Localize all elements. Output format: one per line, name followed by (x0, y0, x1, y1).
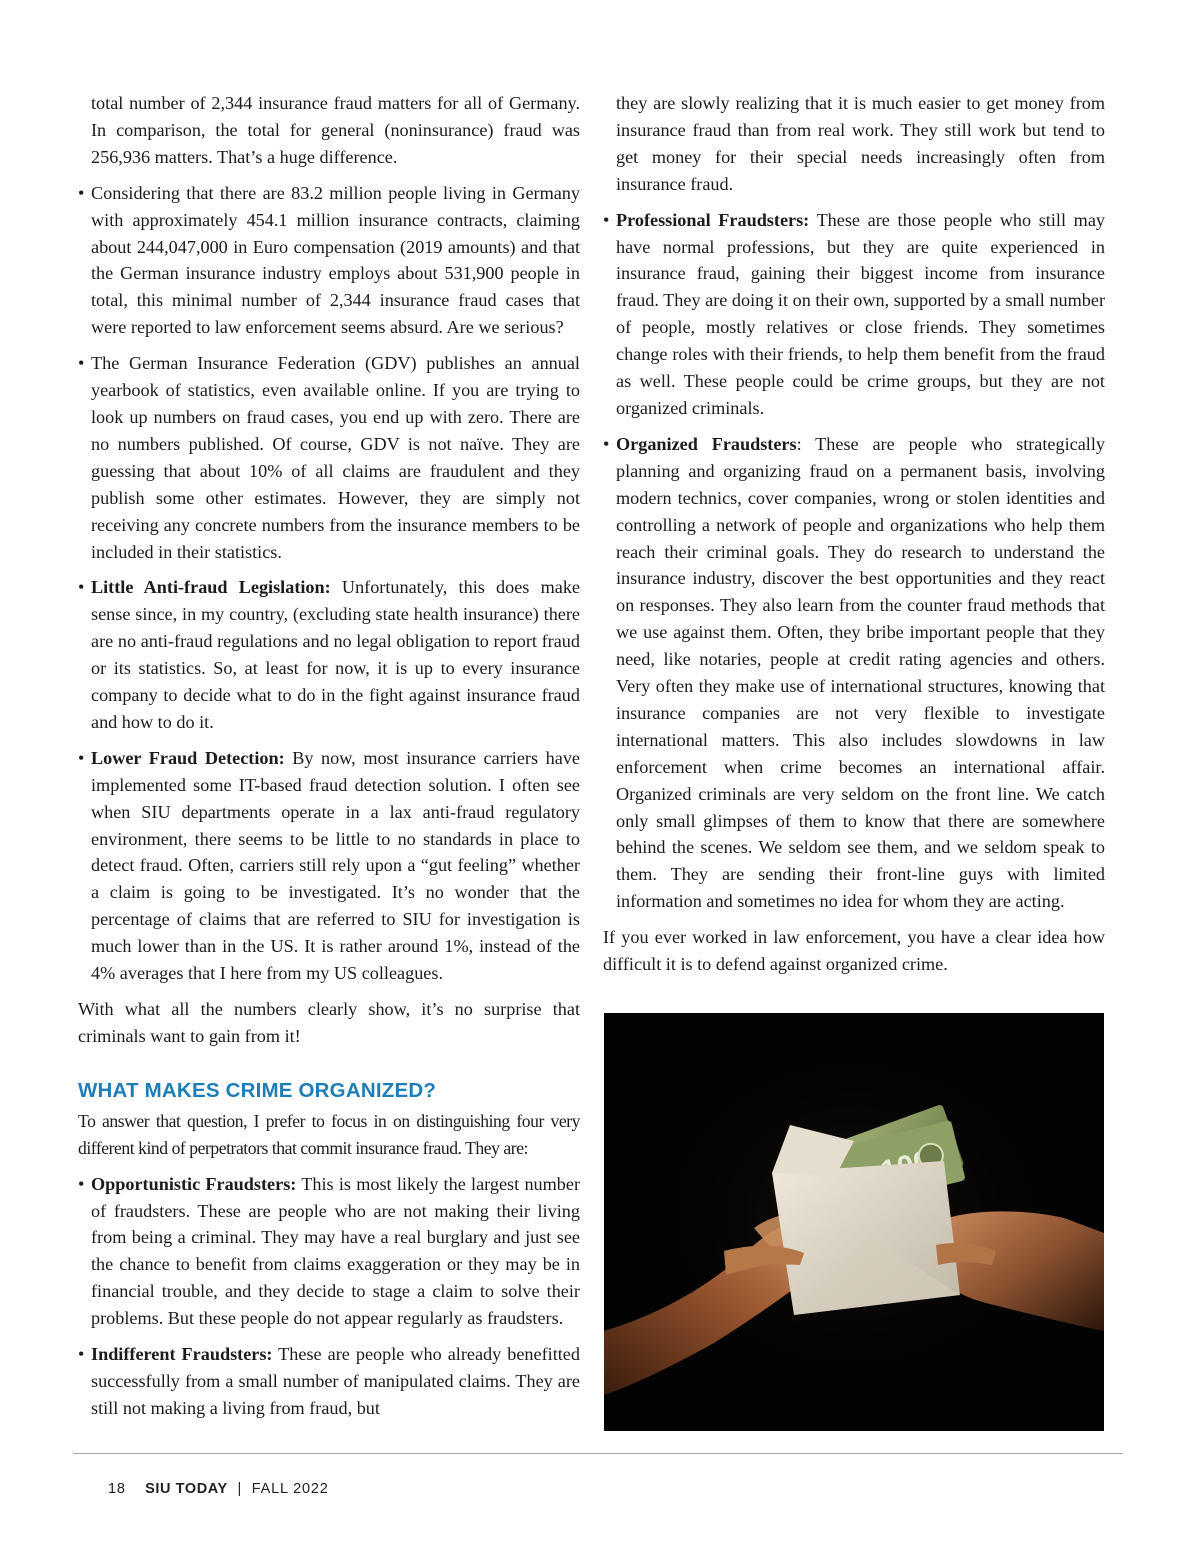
bullet-legislation-lead: Little Anti-fraud Legislation: (91, 577, 331, 598)
bullet-professional (603, 207, 1105, 422)
bullet-statistics: • Considering that there are 83.2 million people living in Germany with approximately 454.1 million insurance contracts, claiming about 244,047,000 in Euro compensation (2019 amounts) and that the German insurance industry employs about 531,900 people in total, this minimal number of 2,344 insurance fraud cases that were reported to law enforcement seems absurd. Are we serious? (78, 180, 580, 341)
bullet-indifferent-lead: Indifferent Fraudsters: (91, 1344, 273, 1365)
bullet-professional-text: These are those people who still may have normal professions, but they are quite experienced in insurance fraud, gaining their biggest income from insurance fraud. They are doing it on their own, supported by a small number of people, mostly relatives or close friends. They sometimes change roles with their friends, to help them benefit from the fraud as well. These people could be crime groups, but they are not organized criminals. (616, 209, 1105, 418)
bullet-organized (603, 431, 1105, 915)
bullet-legislation (78, 574, 580, 735)
footer-separator: | (237, 1481, 243, 1497)
bullet-professional-lead: Professional Fraudsters: (616, 209, 810, 230)
page-footer (108, 1481, 329, 1497)
bribe-envelope-photo (604, 1013, 1104, 1431)
bullet-detection-lead: Lower Fraud Detection: (91, 747, 285, 768)
magazine-title: SIU TODAY (145, 1481, 228, 1497)
bullet-indifferent-text: These are people who already benefitted successfully from a small number of manipulated claims. They are still not making a living from fraud, but (91, 1344, 580, 1418)
right-continued-text: they are slowly realizing that it is much easier to get money from insurance fraud than from real work. They still work but tend to get money for their special needs increasingly often from insurance fraud. (616, 93, 1105, 194)
issue-label: FALL 2022 (251, 1481, 329, 1497)
left-column (78, 90, 580, 1431)
left-continued-text: total number of 2,344 insurance fraud matters for all of Germany. In comparison, the total for general (noninsurance) fraud was 256,936 matters. That’s a huge difference. (91, 93, 580, 167)
bribe-envelope-illustration (604, 1013, 1104, 1431)
section-heading: WHAT MAKES CRIME ORGANIZED? (78, 1078, 437, 1102)
bullet-legislation-text: Unfortunately, this does make sense since, in my country, (excluding state health insurance) there are no anti-fraud regulations and no legal obligation to report fraud or its statistics. So, at least for now, it is up to every insurance company to decide what to do in the fight against insurance fraud and how to do it. (91, 577, 580, 732)
bullet-opportunistic-text: This is most likely the largest number of fraudsters. These are people who are not making their living from being a criminal. They may have a real burglary and just see the chance to benefit from claims exaggeration or they may be in financial trouble, and they decide to stage a claim to solve their problems. But these people do not appear regularly as fraudsters. (91, 1173, 581, 1329)
footer-divider (73, 1453, 1123, 1454)
bullet-organized-lead: Organized Fraudsters (616, 433, 797, 454)
page-number: 18 (108, 1481, 126, 1497)
section-intro: To answer that question, I prefer to focus in on distinguishing four very different kind of perpetrators that commit insurance fraud. They are: (78, 1110, 580, 1158)
right-column (603, 90, 1105, 994)
bullet-detection (78, 745, 580, 987)
bullet-indifferent (78, 1341, 580, 1422)
bullet-opportunistic (78, 1171, 580, 1332)
bullet-detection-text: By now, most insurance carriers have implemented some IT-based fraud detection solution. I often see when SIU departments operate in a lax anti-fraud regulatory environment, there seems to be little to no standards in place to detect fraud. Often, carriers still rely upon a “gut feeling” whether a claim is going to be investigated. It’s no wonder that the percentage of claims that are referred to SIU for investigation is much lower than in the US. It is rather around 1%, instead of the 4% averages that I here from my US colleagues. (91, 747, 580, 984)
right-closing-paragraph: If you ever worked in law enforcement, you have a clear idea how difficult it is to defend against organized crime. (603, 927, 1105, 975)
left-closing-paragraph: With what all the numbers clearly show, it’s no surprise that criminals want to gain from it! (78, 999, 580, 1046)
bullet-opportunistic-lead: Opportunistic Fraudsters: (91, 1173, 297, 1194)
bullet-gdv: • The German Insurance Federation (GDV) publishes an annual yearbook of statistics, even available online. If you are trying to look up numbers on fraud cases, you end up with zero. There are no numbers published. Of course, GDV is not naïve. They are guessing that about 10% of all claims are fraudulent and they publish some other estimates. However, they are simply not receiving any concrete numbers from the insurance members to be included in their statistics. (78, 350, 580, 565)
bullet-organized-text: : These are people who strategically planning and organizing fraud on a permanent basis, involving modern technics, cover companies, wrong or stolen identities and controlling a network of people and organizations who help them reach their criminal goals. They do research to understand the insurance industry, discover the best opportunities and they react on responses. They also learn from the counter fraud methods that we use against them. Often, they bribe important people that they need, like notaries, people at credit rating agencies and others. Very often they make use of international structures, knowing that insurance companies are not very flexible to investigate international matters. This also includes slowdowns in law enforcement when crime becomes an international affair. Organized criminals are very seldom on the front line. We catch only small glimpses of them to know that there are somewhere behind the scenes. We seldom see them, and we seldom speak to them. They are sending their front-line guys with limited information and sometimes no idea for whom they are acting. (616, 433, 1105, 912)
